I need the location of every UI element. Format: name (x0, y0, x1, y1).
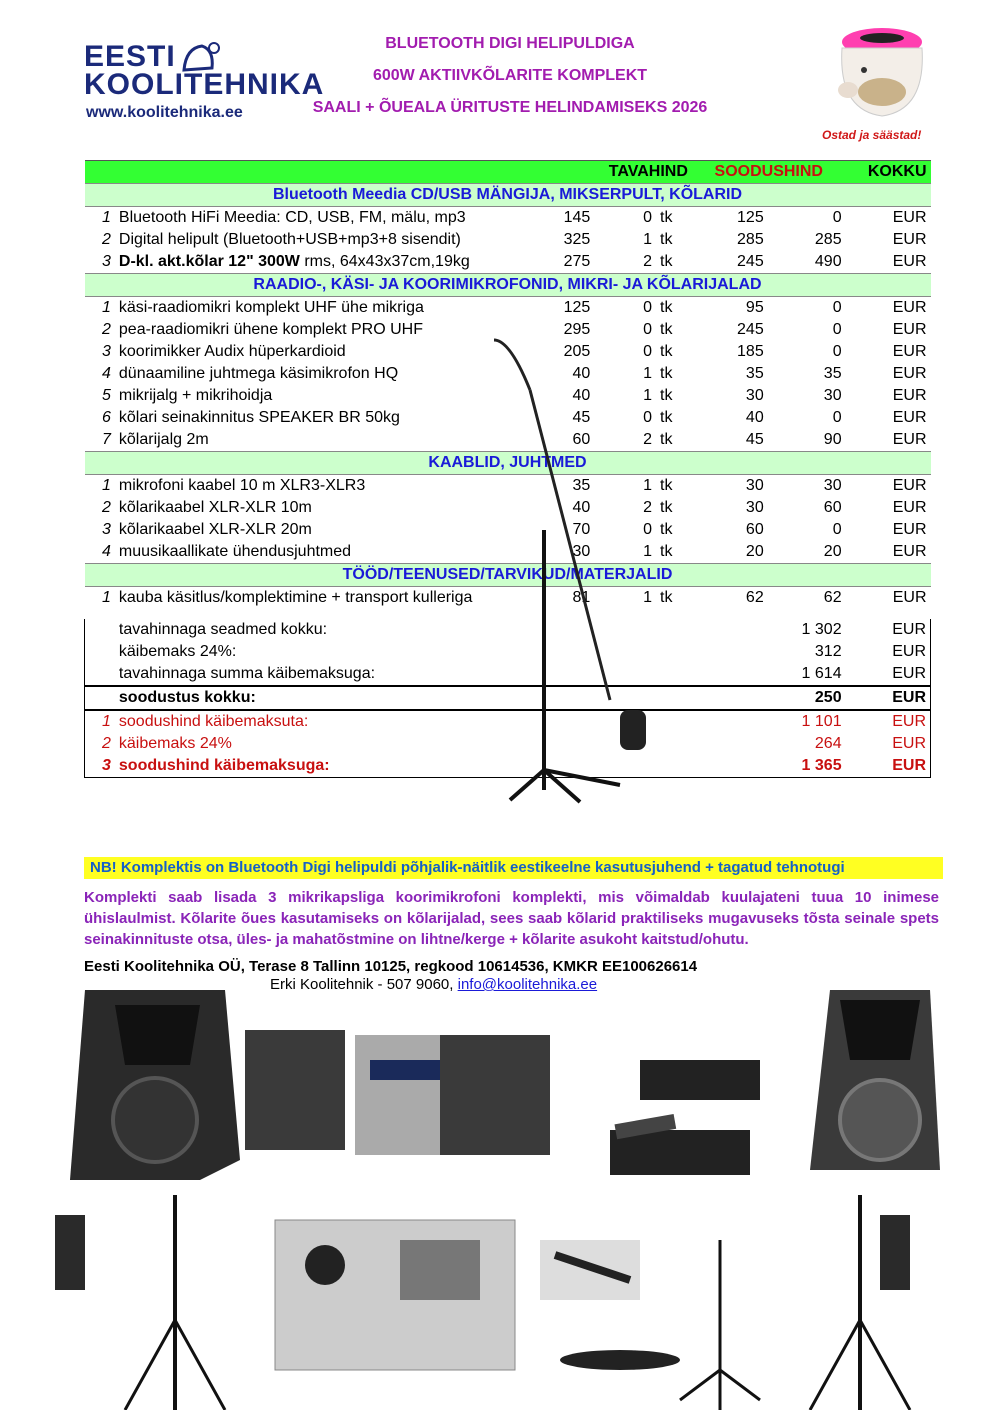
microphone-stand-image (470, 330, 670, 810)
table-row: 2 Digital helipult (Bluetooth+USB+mp3+8 sisendit) 325 1 tk 285 285 EUR (101, 231, 927, 248)
speaker-stand-left-image (125, 1195, 225, 1410)
piggy-bank-image (820, 20, 940, 150)
handheld-mic-image (540, 1240, 640, 1300)
carry-bag-image (560, 1350, 680, 1370)
title-line2: 600W AKTIIVKÕLARITE KOMPLEKT (372, 67, 648, 84)
email-link[interactable]: info@koolitehnika.ee (457, 976, 598, 993)
table-row: 3 koorimikker Audix hüperkardioid 205 0 tk 185 0 EUR (101, 343, 927, 360)
summary-row: tavahinnaga seadmed kokku: 1 302 EUR (85, 619, 931, 641)
table-row: 2 pea-raadiomikri ühene komplekt PRO UHF 295 0 tk 245 0 EUR (101, 321, 927, 338)
table-row: 4 muusikaallikate ühendusjuhtmed 30 1 tk 20 20 EUR (101, 543, 927, 560)
note-text: Komplekti saab lisada 3 mikrikapsliga koorimikrofoni komplekti, mis võimaldab kuulajateni tuua 10 inimese ühislaulmist. Kõlarite õues kasutamiseks on kõlarijalad, sees saab kõlarid praktiliseks mugavuseks tõsta seinale spets seinakinnituste otsa, üles- ja mahatõstmine on lihtne/kerge + kõlarite asukoht kaitstud/ohutu. (84, 889, 939, 948)
mixer-image (275, 1220, 515, 1370)
header-regular: TAVAHIND (515, 161, 692, 184)
company-info: Eesti Koolitehnika OÜ, Terase 8 Tallinn 10125, regkood 10614536, KMKR EE100626614 (84, 958, 698, 975)
page-titles (310, 34, 710, 130)
title-line3: SAALI + ÕUEALA ÜRITUSTE HELINDAMISEKS 2026 (312, 99, 708, 116)
discount-total-row: soodustus kokku: 250 EUR (85, 686, 931, 710)
summary-row: käibemaks 24%: 312 EUR (85, 641, 931, 663)
table-row: 1 Bluetooth HiFi Meedia: CD, USB, FM, mälu, mp3 145 0 tk 125 0 EUR (101, 209, 927, 226)
section-title: Bluetooth Meedia CD/USB MÄNGIJA, MIKSERPULT, KÕLARID (85, 184, 931, 207)
table-row: 3 D-kl. akt.kõlar 12" 300W rms, 64x43x37cm,19kg 275 2 tk 245 490 EUR (101, 253, 927, 270)
wall-bracket-right-image (880, 1215, 910, 1290)
final-row: 1 soodushind käibemaksuta: 1 101 EUR (85, 710, 931, 733)
speaker-left-image (70, 990, 240, 1180)
table-row: 6 kõlari seinakinnitus SPEAKER BR 50kg 45 0 tk 40 0 EUR (101, 409, 927, 426)
section-title: TÖÖD/TEENUSED/TARVIKUD/MATERJALID (85, 564, 931, 587)
hifi-system-image (245, 1030, 550, 1155)
table-row: 3 kõlarikaabel XLR-XLR 20m 70 0 tk 60 0 EUR (101, 521, 927, 538)
logo-url: www.koolitehnika.ee (86, 104, 243, 121)
table-row: 1 kauba käsitlus/komplektimine + transport kulleriga 81 1 tk 62 62 EUR (101, 589, 927, 606)
speaker-right-image (810, 990, 940, 1170)
table-row: 5 mikrijalg + mikrihoidja 40 1 tk 30 30 EUR (101, 387, 927, 404)
table-row: 1 mikrofoni kaabel 10 m XLR3-XLR3 35 1 tk 30 30 EUR (101, 477, 927, 494)
company-logo (84, 40, 325, 124)
table-header (85, 161, 931, 184)
header-total: KOKKU (846, 161, 931, 184)
final-row: 2 käibemaks 24% 264 EUR (85, 733, 931, 755)
logo-line1: EESTI (84, 40, 176, 73)
table-row: 1 käsi-raadiomikri komplekt UHF ühe mikriga 125 0 tk 95 0 EUR (101, 299, 927, 316)
wall-bracket-left-image (55, 1215, 85, 1290)
table-row: 7 kõlarijalg 2m 60 2 tk 45 90 EUR (101, 431, 927, 448)
section-title: RAADIO-, KÄSI- JA KOORIMIKROFONID, MIKRI- JA KÕLARIJALAD (85, 274, 931, 297)
product-photos (40, 990, 970, 1410)
section-title: KAABLID, JUHTMED (85, 452, 931, 475)
title-line1: BLUETOOTH DIGI HELIPULDIGA (385, 35, 635, 52)
table-row: 4 dünaamiline juhtmega käsimikrofon HQ 40 1 tk 35 35 EUR (101, 365, 927, 382)
summary-row: tavahinnaga summa käibemaksuga: 1 614 EUR (85, 663, 931, 686)
wireless-mic-image (610, 1060, 760, 1175)
mic-stand-image (680, 1240, 760, 1410)
nb-notice: NB! Komplektis on Bluetooth Digi helipuldi põhjalik-näitlik eestikeelne kasutusjuhend + tagatud tehnotugi (84, 857, 943, 879)
contact-text: Erki Koolitehnik - 507 9060, (270, 976, 458, 993)
table-row: 2 kõlarikaabel XLR-XLR 10m 40 2 tk 30 60 EUR (101, 499, 927, 516)
promo-tag: Ostad ja säästad! (822, 128, 922, 142)
final-row: 3 soodushind käibemaksuga: 1 365 EUR (85, 755, 931, 778)
logo-line2: KOOLITEHNIKA (84, 68, 325, 101)
header-discount: SOODUSHIND (692, 161, 846, 184)
